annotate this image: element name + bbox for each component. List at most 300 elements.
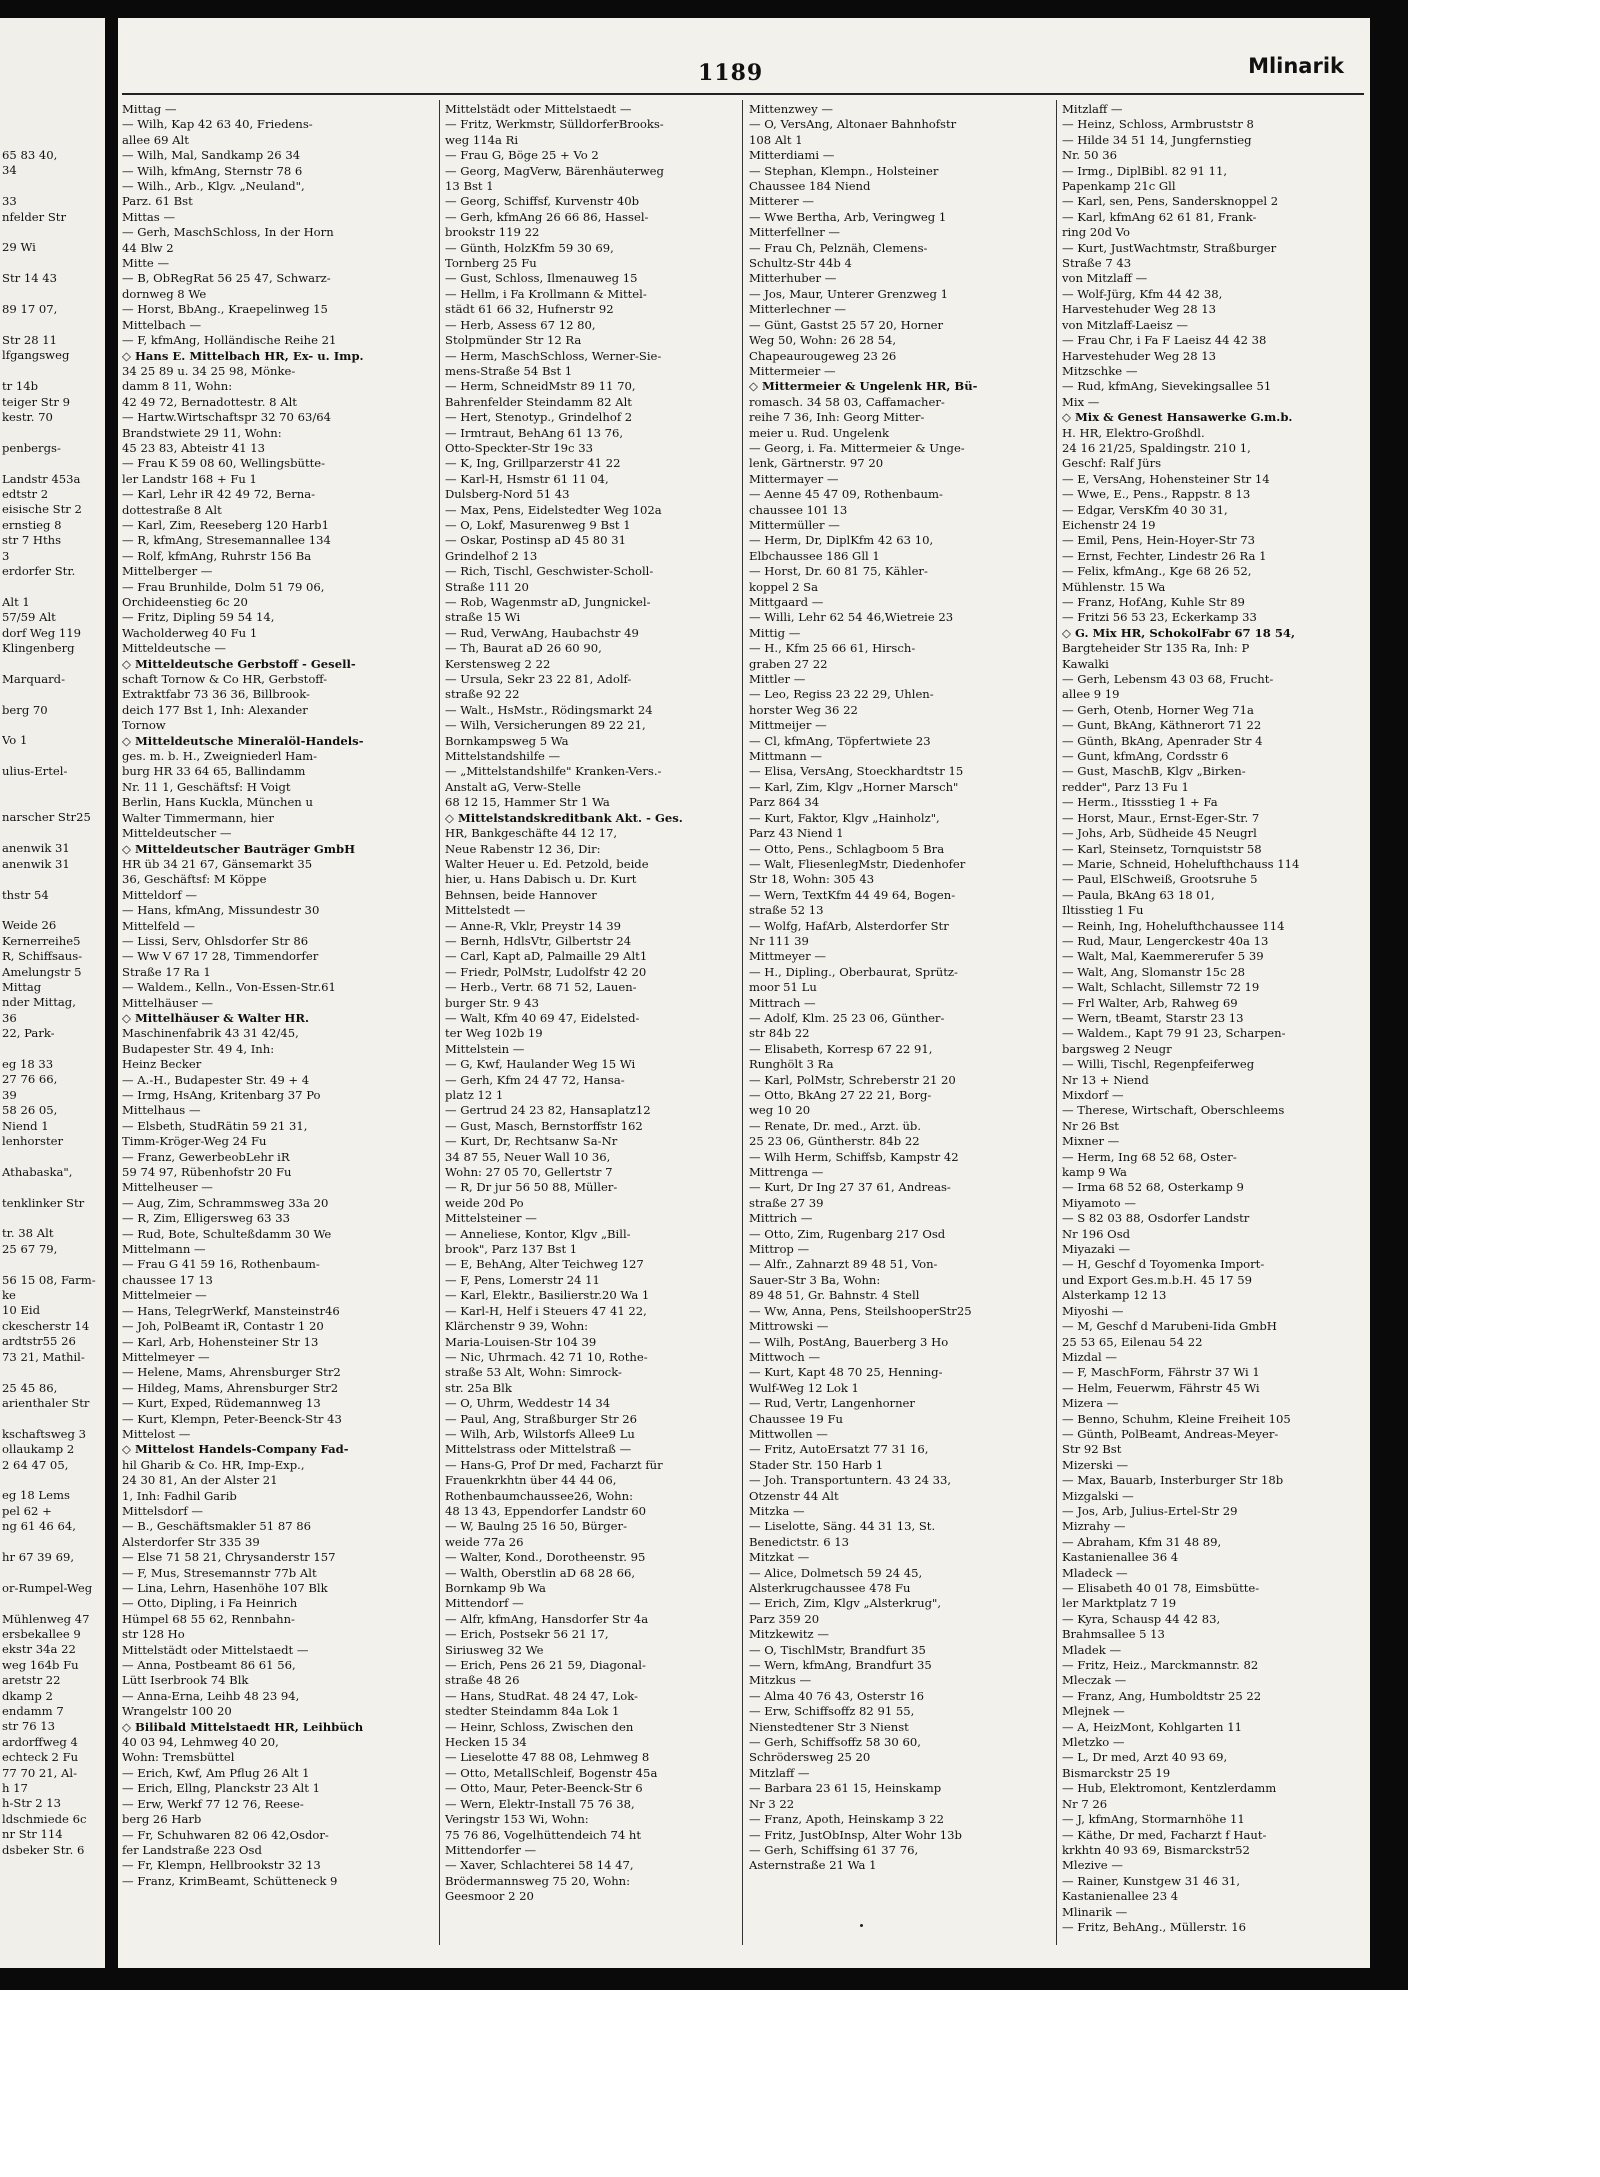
fragment-line: tenklinker Str bbox=[2, 1195, 85, 1210]
column-2 bbox=[445, 102, 737, 1942]
directory-line: 25 53 65, Eilenau 54 22 bbox=[1062, 1334, 1203, 1349]
directory-line: Nr. 11 1, Geschäftsf: H Voigt bbox=[122, 779, 291, 794]
directory-line: Sauer-Str 3 Ba, Wohn: bbox=[749, 1272, 881, 1287]
directory-line: Frauenkrkhtn über 44 44 06, bbox=[445, 1473, 617, 1488]
fragment-line: ldschmiede 6c bbox=[2, 1811, 87, 1826]
directory-line: — Ursula, Sekr 23 22 81, Adolf- bbox=[445, 672, 632, 687]
fragment-line: lenhorster bbox=[2, 1134, 64, 1148]
directory-line: — Helm, Feuerwm, Fährstr 45 Wi bbox=[1062, 1380, 1260, 1395]
directory-line: 44 Blw 2 bbox=[122, 240, 174, 255]
directory-line: horster Weg 36 22 bbox=[749, 702, 858, 717]
directory-line: — Hans, StudRat. 48 24 47, Lok- bbox=[445, 1688, 638, 1703]
directory-line: — Günth, PolBeamt, Andreas-Meyer- bbox=[1062, 1426, 1279, 1441]
directory-line: — O, TischlMstr, Brandfurt 35 bbox=[749, 1642, 926, 1657]
fragment-line: 29 Wi bbox=[2, 240, 36, 255]
directory-line: Hümpel 68 55 62, Rennbahn- bbox=[122, 1611, 295, 1626]
directory-line: — Karl, Arb, Hohensteiner Str 13 bbox=[122, 1334, 319, 1349]
directory-line: — Lissi, Serv, Ohlsdorfer Str 86 bbox=[122, 933, 309, 948]
directory-line: Grindelhof 2 13 bbox=[445, 548, 538, 563]
directory-line: — Kurt, Kapt 48 70 25, Henning- bbox=[749, 1365, 943, 1380]
page-number: 1189 bbox=[698, 60, 764, 86]
directory-line: Schrödersweg 25 20 bbox=[749, 1750, 871, 1765]
directory-line: Extraktfabr 73 36 36, Billbrook- bbox=[122, 687, 310, 702]
directory-line: — Wwe, E., Pens., Rappstr. 8 13 bbox=[1062, 487, 1251, 502]
directory-line: — Kurt, Klempn, Peter-Beenck-Str 43 bbox=[122, 1411, 342, 1426]
directory-line: — Wolf-Jürg, Kfm 44 42 38, bbox=[1062, 286, 1223, 301]
directory-line: Bahrenfelder Steindamm 82 Alt bbox=[445, 394, 632, 409]
fragment-line: ke bbox=[2, 1288, 16, 1303]
directory-line: — Karl-H, Helf i Steuers 47 41 22, bbox=[445, 1303, 647, 1318]
fragment-line bbox=[2, 795, 102, 810]
directory-line: — Gerh, MaschSchloss, In der Horn bbox=[122, 225, 334, 240]
directory-line: Mitzka — bbox=[749, 1503, 805, 1518]
directory-line: straße 53 Alt, Wohn: Simrock- bbox=[445, 1365, 622, 1380]
fragment-line: ollaukamp 2 bbox=[2, 1442, 75, 1457]
fragment-line: eisische Str 2 bbox=[2, 502, 82, 517]
directory-line: Mizgalski — bbox=[1062, 1488, 1134, 1503]
fragment-line bbox=[2, 317, 102, 332]
directory-line: — Wilh, Arb, Wilstorfs Allee9 Lu bbox=[445, 1426, 635, 1441]
directory-line: — Rud, kfmAng, Sievekingsallee 51 bbox=[1062, 379, 1272, 394]
fragment-line bbox=[2, 687, 102, 702]
directory-line: — Hans, TelegrWerkf, Mansteinstr46 bbox=[122, 1303, 340, 1318]
directory-line: — Max, Pens, Eidelstedter Weg 102a bbox=[445, 502, 662, 517]
directory-line: Mitzkat — bbox=[749, 1550, 810, 1565]
directory-line: — Gerh, kfmAng 26 66 86, Hassel- bbox=[445, 209, 649, 224]
directory-line: — Frl Walter, Arb, Rahweg 69 bbox=[1062, 995, 1238, 1010]
directory-line: — Max, Bauarb, Insterburger Str 18b bbox=[1062, 1473, 1284, 1488]
directory-line: — Johs, Arb, Südheide 45 Neugrl bbox=[1062, 826, 1257, 841]
directory-line: — O, Uhrm, Weddestr 14 34 bbox=[445, 1396, 611, 1411]
directory-line: Wohn: 27 05 70, Gellertstr 7 bbox=[445, 1165, 613, 1180]
directory-line: meier u. Rud. Ungelenk bbox=[749, 425, 890, 440]
directory-line: stedter Steindamm 84a Lok 1 bbox=[445, 1704, 620, 1719]
directory-line: Mittler — bbox=[749, 672, 806, 687]
directory-line: — J, kfmAng, Stormarnhöhe 11 bbox=[1062, 1812, 1245, 1827]
fragment-line bbox=[2, 1365, 102, 1380]
directory-line: — R, kfmAng, Stresemannallee 134 bbox=[122, 533, 331, 548]
directory-line: Mittelmeier — bbox=[122, 1288, 207, 1303]
directory-line: — Rud, Vertr, Langenhorner bbox=[749, 1396, 915, 1411]
fragment-line: 34 bbox=[2, 163, 17, 178]
fragment-line: arienthaler Str bbox=[2, 1395, 90, 1410]
directory-line: — Paul, ElSchweiß, Grootsruhe 5 bbox=[1062, 872, 1258, 887]
directory-line: — Wilh, PostAng, Bauerberg 3 Ho bbox=[749, 1334, 949, 1349]
fragment-line bbox=[2, 826, 102, 841]
directory-line: — Karl, PolMstr, Schreberstr 21 20 bbox=[749, 1072, 956, 1087]
directory-line: — Adolf, Klm. 25 23 06, Günther- bbox=[749, 1010, 945, 1025]
directory-line: — Frau G 41 59 16, Rothenbaum- bbox=[122, 1257, 320, 1272]
fragment-line bbox=[2, 364, 102, 379]
directory-line: — Ww, Anna, Pens, SteilshooperStr25 bbox=[749, 1303, 972, 1318]
directory-line: redder", Parz 13 Fu 1 bbox=[1062, 779, 1189, 794]
directory-line: — Fritz, BehAng., Müllerstr. 16 bbox=[1062, 1919, 1247, 1934]
directory-line: Mittrowski — bbox=[749, 1319, 829, 1334]
directory-line: — Wern, kfmAng, Brandfurt 35 bbox=[749, 1658, 932, 1673]
directory-line: burg HR 33 64 65, Ballindamm bbox=[122, 764, 306, 779]
directory-line: — Fritz, AutoErsatzt 77 31 16, bbox=[749, 1442, 929, 1457]
directory-line: — Therese, Wirtschaft, Oberschleems bbox=[1062, 1103, 1285, 1118]
directory-line: Mittermayer — bbox=[749, 471, 839, 486]
directory-line: Mittmeijer — bbox=[749, 718, 827, 733]
fragment-line: Marquard- bbox=[2, 671, 66, 686]
directory-line: — Marie, Schneid, Hohelufthchauss 114 bbox=[1062, 856, 1300, 871]
directory-line: — Frau K 59 08 60, Wellingsbütte- bbox=[122, 456, 326, 471]
directory-line: Klärchenstr 9 39, Wohn: bbox=[445, 1319, 589, 1334]
directory-line: Mittelost — bbox=[122, 1426, 191, 1441]
fragment-line: erdorfer Str. bbox=[2, 563, 76, 578]
directory-line: Timm-Kröger-Weg 24 Fu bbox=[122, 1134, 267, 1149]
directory-line: — Aenne 45 47 09, Rothenbaum- bbox=[749, 487, 943, 502]
directory-line: weide 77a 26 bbox=[445, 1534, 524, 1549]
directory-line: damm 8 11, Wohn: bbox=[122, 379, 233, 394]
fragment-line bbox=[2, 1180, 102, 1195]
directory-line: — Lieselotte 47 88 08, Lehmweg 8 bbox=[445, 1750, 650, 1765]
directory-line: — Otto, Maur, Peter-Beenck-Str 6 bbox=[445, 1781, 643, 1796]
fragment-line: pel 62 + bbox=[2, 1503, 52, 1518]
directory-line: ◇ Mittermeier & Ungelenk HR, Bü- bbox=[749, 379, 978, 394]
fragment-line bbox=[2, 1211, 102, 1226]
directory-line: Mitteldeutscher — bbox=[122, 826, 232, 841]
directory-line: — Anne-R, Vklr, Preystr 14 39 bbox=[445, 918, 621, 933]
directory-line: — Willi, Lehr 62 54 46,Wietreie 23 bbox=[749, 610, 954, 625]
directory-line: — Gunt, kfmAng, Cordsstr 6 bbox=[1062, 749, 1229, 764]
directory-line: Mittwollen — bbox=[749, 1426, 828, 1441]
directory-line: Mittmann — bbox=[749, 749, 823, 764]
fragment-line bbox=[2, 1411, 102, 1426]
directory-line: — Heinz, Schloss, Armbruststr 8 bbox=[1062, 117, 1254, 132]
fragment-line: Mittag bbox=[2, 979, 42, 994]
directory-line: — Kurt, JustWachtmstr, Straßburger bbox=[1062, 240, 1277, 255]
directory-line: 40 03 94, Lehmweg 40 20, bbox=[122, 1735, 279, 1750]
fragment-line: thstr 54 bbox=[2, 887, 49, 902]
directory-line: Mittig — bbox=[749, 625, 801, 640]
directory-line: weide 20d Po bbox=[445, 1195, 524, 1210]
fragment-line bbox=[2, 225, 102, 240]
directory-line: ◇ Mitteldeutsche Mineralöl-Handels- bbox=[122, 733, 364, 748]
fragment-line: 33 bbox=[2, 194, 17, 209]
directory-line: ◇ G. Mix HR, SchokolFabr 67 18 54, bbox=[1062, 625, 1295, 640]
directory-line: — Herb., Vertr. 68 71 52, Lauen- bbox=[445, 980, 637, 995]
fragment-line: teiger Str 9 bbox=[2, 394, 70, 409]
fragment-line: tr. 38 Alt bbox=[2, 1226, 54, 1241]
directory-line: Nr 7 26 bbox=[1062, 1796, 1108, 1811]
directory-line: Mletzko — bbox=[1062, 1735, 1125, 1750]
directory-line: Harvestehuder Weg 28 13 bbox=[1062, 302, 1217, 317]
directory-line: — E, BehAng, Alter Teichweg 127 bbox=[445, 1257, 644, 1272]
directory-line: — Willi, Tischl, Regenpfeiferweg bbox=[1062, 1057, 1255, 1072]
directory-line: von Mitzlaff — bbox=[1062, 271, 1148, 286]
directory-line: — Georg, Schiffsf, Kurvenstr 40b bbox=[445, 194, 640, 209]
directory-line: — Franz, Apoth, Heinskamp 3 22 bbox=[749, 1812, 944, 1827]
directory-line: Runghölt 3 Ra bbox=[749, 1057, 834, 1072]
directory-line: Mittelheuser — bbox=[122, 1180, 213, 1195]
directory-line: — F, Pens, Lomerstr 24 11 bbox=[445, 1272, 600, 1287]
directory-line: Walter Timmermann, hier bbox=[122, 810, 274, 825]
directory-line: 89 48 51, Gr. Bahnstr. 4 Stell bbox=[749, 1288, 920, 1303]
fragment-line: 65 83 40, bbox=[2, 148, 58, 162]
directory-line: Alsterkamp 12 13 bbox=[1062, 1288, 1167, 1303]
fragment-line: h 17 bbox=[2, 1781, 28, 1796]
fragment-line: 22, Park- bbox=[2, 1026, 55, 1041]
directory-line: — Erich, Kwf, Am Pflug 26 Alt 1 bbox=[122, 1765, 310, 1780]
directory-line: Dulsberg-Nord 51 43 bbox=[445, 487, 570, 502]
directory-line: Tornberg 25 Fu bbox=[445, 256, 537, 271]
directory-line: — Erw, Schiffsoffz 82 91 55, bbox=[749, 1704, 915, 1719]
directory-line: — Walt, Ang, Slomanstr 15c 28 bbox=[1062, 964, 1245, 979]
fragment-line: dorf Weg 119 bbox=[2, 625, 81, 640]
directory-line: — Frau Ch, Pelznäh, Clemens- bbox=[749, 240, 928, 255]
directory-line: — Xaver, Schlachterei 58 14 47, bbox=[445, 1858, 634, 1873]
directory-line: graben 27 22 bbox=[749, 656, 828, 671]
directory-line: — Erich, Ellng, Planckstr 23 Alt 1 bbox=[122, 1781, 320, 1796]
directory-line: Chapeaurougeweg 23 26 bbox=[749, 348, 897, 363]
directory-line: Parz 864 34 bbox=[749, 795, 820, 810]
directory-line: — M, Geschf d Marubeni-Iida GmbH bbox=[1062, 1319, 1277, 1334]
fragment-line: Str 28 11 bbox=[2, 332, 58, 347]
directory-line: Otzenstr 44 Alt bbox=[749, 1488, 839, 1503]
directory-line: platz 12 1 bbox=[445, 1088, 504, 1102]
directory-line: ◇ Mix & Genest Hansawerke G.m.b. bbox=[1062, 410, 1293, 425]
directory-line: Brandstwiete 29 11, Wohn: bbox=[122, 425, 282, 440]
fragment-line bbox=[2, 1257, 102, 1272]
directory-line: Stolpmünder Str 12 Ra bbox=[445, 333, 582, 348]
directory-line: — L, Dr med, Arzt 40 93 69, bbox=[1062, 1750, 1228, 1765]
directory-line: Str 18, Wohn: 305 43 bbox=[749, 872, 875, 887]
fragment-line: 2 64 47 05, bbox=[2, 1457, 69, 1472]
directory-line: — Gerh, Otenb, Horner Weg 71a bbox=[1062, 702, 1254, 717]
directory-line: — G, Kwf, Haulander Weg 15 Wi bbox=[445, 1057, 636, 1072]
directory-line: — Hans, kfmAng, Missundestr 30 bbox=[122, 903, 320, 918]
directory-line: — Alice, Dolmetsch 59 24 45, bbox=[749, 1565, 923, 1580]
directory-line: Mittrich — bbox=[749, 1211, 813, 1226]
fragment-line: narscher Str25 bbox=[2, 810, 91, 825]
directory-line: — Hans-G, Prof Dr med, Facharzt für bbox=[445, 1457, 663, 1472]
directory-line: Bismarckstr 25 19 bbox=[1062, 1765, 1171, 1780]
directory-line: Mittgaard — bbox=[749, 595, 824, 609]
directory-line: — Otto, Zim, Rugenbarg 217 Osd bbox=[749, 1226, 946, 1241]
directory-line: bargsweg 2 Neugr bbox=[1062, 1041, 1172, 1056]
fragment-line: str 7 Hths bbox=[2, 533, 62, 548]
directory-line: — Rainer, Kunstgew 31 46 31, bbox=[1062, 1873, 1241, 1888]
directory-line: Mitteldeutsche — bbox=[122, 641, 226, 656]
directory-line: — Walter, Kond., Dorotheenstr. 95 bbox=[445, 1550, 646, 1565]
previous-page-column bbox=[2, 148, 102, 1858]
directory-line: Tornow bbox=[122, 718, 166, 733]
directory-line: Mittendorf — bbox=[445, 1596, 524, 1611]
directory-line: — Günt, Gastst 25 57 20, Horner bbox=[749, 317, 944, 332]
fragment-line: Weide 26 bbox=[2, 918, 57, 933]
directory-line: — Barbara 23 61 15, Heinskamp bbox=[749, 1781, 942, 1796]
directory-line: Wohn: Tremsbüttel bbox=[122, 1750, 235, 1765]
fragment-line bbox=[2, 456, 102, 471]
directory-line: Mizerski — bbox=[1062, 1457, 1129, 1472]
directory-line: — Alma 40 76 43, Osterstr 16 bbox=[749, 1688, 925, 1703]
directory-line: ◇ Bilibald Mittelstaedt HR, Leihbüch bbox=[122, 1719, 364, 1734]
directory-line: Weg 50, Wohn: 26 28 54, bbox=[749, 333, 897, 348]
directory-line: — Waldem., Kelln., Von-Essen-Str.61 bbox=[122, 980, 336, 995]
fragment-line: 27 76 66, bbox=[2, 1072, 58, 1087]
directory-line: — Joh. Transportuntern. 43 24 33, bbox=[749, 1473, 952, 1488]
directory-line: Kastanienallee 23 4 bbox=[1062, 1889, 1179, 1904]
directory-line: Mitteldorf — bbox=[122, 887, 197, 902]
directory-line: — F, MaschForm, Fährstr 37 Wi 1 bbox=[1062, 1365, 1260, 1380]
directory-line: — F, Mus, Stresemannstr 77b Alt bbox=[122, 1565, 317, 1580]
column-4 bbox=[1062, 102, 1364, 1942]
directory-line: — Herb, Assess 67 12 80, bbox=[445, 317, 596, 332]
directory-line: — R, Dr jur 56 50 88, Müller- bbox=[445, 1180, 618, 1195]
directory-line: berg 26 Harb bbox=[122, 1812, 202, 1827]
directory-line: 59 74 97, Rübenhofstr 20 Fu bbox=[122, 1165, 292, 1180]
directory-line: Hecken 15 34 bbox=[445, 1735, 527, 1750]
directory-line: Geschf: Ralf Jürs bbox=[1062, 456, 1162, 471]
column-1 bbox=[122, 102, 434, 1942]
directory-line: mens-Straße 54 Bst 1 bbox=[445, 363, 573, 378]
fragment-line: 57/59 Alt bbox=[2, 610, 56, 625]
fragment-line: Landstr 453a bbox=[2, 471, 81, 486]
directory-line: — H, Geschf d Toyomenka Import- bbox=[1062, 1257, 1265, 1272]
directory-line: str 84b 22 bbox=[749, 1026, 810, 1041]
directory-line: — S 82 03 88, Osdorfer Landstr bbox=[1062, 1211, 1250, 1226]
directory-line: Mittelsdorf — bbox=[122, 1503, 203, 1518]
directory-line: Mittelstädt oder Mittelstaedt — bbox=[122, 1642, 309, 1657]
directory-line: Harvestehuder Weg 28 13 bbox=[1062, 348, 1217, 363]
directory-line: Anstalt aG, Verw-Stelle bbox=[445, 779, 581, 794]
directory-line: Nr 13 + Niend bbox=[1062, 1072, 1149, 1087]
directory-line: — Friedr, PolMstr, Ludolfstr 42 20 bbox=[445, 964, 647, 979]
directory-line: 34 87 55, Neuer Wall 10 36, bbox=[445, 1149, 611, 1164]
directory-line: Mittmeyer — bbox=[749, 949, 826, 964]
directory-line: — Karl, sen, Pens, Sandersknoppel 2 bbox=[1062, 194, 1279, 209]
directory-line: Mittwoch — bbox=[749, 1349, 821, 1364]
directory-line: Mlezive — bbox=[1062, 1858, 1123, 1873]
directory-line: — Erich, Zim, Klgv „Alsterkrug", bbox=[749, 1596, 942, 1611]
directory-line: 108 Alt 1 bbox=[749, 132, 803, 147]
directory-line: Mizera — bbox=[1062, 1396, 1119, 1411]
directory-line: — Kurt, Dr, Rechtsanw Sa-Nr bbox=[445, 1134, 618, 1149]
directory-line: — Alfr, kfmAng, Hansdorfer Str 4a bbox=[445, 1611, 649, 1626]
directory-line: lenk, Gärtnerstr. 97 20 bbox=[749, 456, 884, 471]
fragment-line bbox=[2, 287, 102, 302]
fragment-line: Alt 1 bbox=[2, 594, 30, 609]
directory-line: — Horst, Maur., Ernst-Eger-Str. 7 bbox=[1062, 810, 1260, 825]
fragment-line: anenwik 31 bbox=[2, 841, 70, 856]
fragment-line: weg 164b Fu bbox=[2, 1657, 79, 1672]
directory-line: Neue Rabenstr 12 36, Dir: bbox=[445, 841, 601, 856]
directory-line: städt 61 66 32, Hufnerstr 92 bbox=[445, 302, 614, 317]
directory-line: kamp 9 Wa bbox=[1062, 1165, 1127, 1180]
directory-line: reihe 7 36, Inh: Georg Mitter- bbox=[749, 410, 925, 425]
directory-line: — Wilh, Mal, Sandkamp 26 34 bbox=[122, 148, 301, 163]
directory-line: — Herm, Ing 68 52 68, Oster- bbox=[1062, 1149, 1237, 1164]
directory-line: Mittermüller — bbox=[749, 517, 840, 532]
directory-line: — Rud, Maur, Lengerckestr 40a 13 bbox=[1062, 933, 1269, 948]
fragment-line bbox=[2, 903, 102, 918]
directory-line: 24 16 21/25, Spaldingstr. 210 1, bbox=[1062, 440, 1251, 455]
directory-line: — Emil, Pens, Hein-Hoyer-Str 73 bbox=[1062, 533, 1256, 548]
directory-line: Bargteheider Str 135 Ra, Inh: P bbox=[1062, 641, 1250, 656]
directory-line: Mittelstrass oder Mittelstraß — bbox=[445, 1442, 632, 1457]
directory-line: — Fritz, Dipling 59 54 14, bbox=[122, 610, 275, 625]
directory-line: ler Marktplatz 7 19 bbox=[1062, 1596, 1177, 1611]
directory-line: — Irmg, HsAng, Kritenbarg 37 Po bbox=[122, 1088, 321, 1102]
directory-line: von Mitzlaff-Laeisz — bbox=[1062, 317, 1188, 332]
directory-line: Rothenbaumchaussee26, Wohn: bbox=[445, 1488, 633, 1503]
directory-line: Mlejnek — bbox=[1062, 1704, 1125, 1719]
fragment-line: ernstieg 8 bbox=[2, 517, 62, 532]
directory-line: ter Weg 102b 19 bbox=[445, 1026, 543, 1041]
directory-line: — Wilh., Arb., Klgv. „Neuland", bbox=[122, 179, 305, 194]
directory-line: ◇ Mittelhäuser & Walter HR. bbox=[122, 1010, 310, 1025]
fragment-line: 25 67 79, bbox=[2, 1241, 58, 1256]
directory-line: Bornkampsweg 5 Wa bbox=[445, 733, 569, 748]
directory-line: — Oskar, Postinsp aD 45 80 31 bbox=[445, 533, 626, 548]
directory-line: — Erich, Postsekr 56 21 17, bbox=[445, 1627, 609, 1642]
directory-line: Mixner — bbox=[1062, 1134, 1120, 1149]
directory-line: ◇ Mitteldeutscher Bauträger GmbH bbox=[122, 841, 356, 856]
directory-line: und Export Ges.m.b.H. 45 17 59 bbox=[1062, 1272, 1252, 1287]
directory-line: chaussee 101 13 bbox=[749, 502, 848, 517]
fragment-line: ardorffweg 4 bbox=[2, 1734, 78, 1749]
directory-line: — Joh, PolBeamt iR, Contastr 1 20 bbox=[122, 1319, 324, 1334]
fragment-line: 3 bbox=[2, 548, 10, 563]
directory-line: Stader Str. 150 Harb 1 bbox=[749, 1457, 884, 1472]
directory-line: — Else 71 58 21, Chrysanderstr 157 bbox=[122, 1550, 336, 1565]
directory-line: — Jos, Arb, Julius-Ertel-Str 29 bbox=[1062, 1503, 1238, 1518]
directory-line: — Walt, Schlacht, Sillemstr 72 19 bbox=[1062, 980, 1260, 995]
fragment-line bbox=[2, 256, 102, 271]
directory-line: Straße 111 20 bbox=[445, 579, 529, 594]
fragment-line bbox=[2, 780, 102, 795]
directory-line: ges. m. b. H., Zweigniederl Ham- bbox=[122, 749, 318, 764]
directory-line: Orchideenstieg 6c 20 bbox=[122, 595, 248, 609]
directory-line: romasch. 34 58 03, Caffamacher- bbox=[749, 394, 945, 409]
directory-line: Asternstraße 21 Wa 1 bbox=[749, 1858, 877, 1873]
directory-line: — Erich, Pens 26 21 59, Diagonal- bbox=[445, 1658, 646, 1673]
directory-line: Berlin, Hans Kuckla, München u bbox=[122, 795, 313, 810]
directory-line: — Hilde 34 51 14, Jungfernstieg bbox=[1062, 132, 1252, 147]
fragment-line: 25 45 86, bbox=[2, 1380, 58, 1395]
fragment-line: eg 18 Lems bbox=[2, 1488, 70, 1503]
directory-line: — Erw, Werkf 77 12 76, Reese- bbox=[122, 1796, 304, 1811]
directory-line: — Fr, Schuhwaren 82 06 42,Osdor- bbox=[122, 1827, 329, 1842]
directory-line: Mleczak — bbox=[1062, 1673, 1127, 1688]
directory-line: — Gunt, BkAng, Käthnerort 71 22 bbox=[1062, 718, 1262, 733]
directory-line: — Gerh, Schiffsoffz 58 30 60, bbox=[749, 1735, 921, 1750]
fragment-line: ersbekallee 9 bbox=[2, 1627, 81, 1641]
fragment-line: nder Mittag, bbox=[2, 995, 76, 1010]
fragment-line: Str 14 43 bbox=[2, 271, 58, 286]
directory-line: — Paul, Ang, Straßburger Str 26 bbox=[445, 1411, 637, 1426]
column-divider bbox=[742, 100, 743, 1945]
directory-line: Veringstr 153 Wi, Wohn: bbox=[445, 1812, 589, 1827]
directory-line: Mittelhäuser — bbox=[122, 995, 213, 1010]
directory-line: — Franz, HofAng, Kuhle Str 89 bbox=[1062, 595, 1245, 609]
directory-line: Maria-Louisen-Str 104 39 bbox=[445, 1334, 597, 1349]
directory-line: — Hildeg, Mams, Ahrensburger Str2 bbox=[122, 1380, 339, 1395]
fragment-line bbox=[2, 1565, 102, 1580]
directory-line: Kastanienallee 36 4 bbox=[1062, 1550, 1179, 1565]
directory-line: — Karl, Zim, Reeseberg 120 Harb1 bbox=[122, 517, 329, 532]
directory-line: Schultz-Str 44b 4 bbox=[749, 256, 852, 271]
directory-line: Chaussee 184 Niend bbox=[749, 179, 871, 194]
directory-line: Nienstedtener Str 3 Nienst bbox=[749, 1719, 909, 1734]
fragment-line: 89 17 07, bbox=[2, 302, 58, 317]
directory-line: Wrangelstr 100 20 bbox=[122, 1704, 232, 1719]
directory-line: Nr 196 Osd bbox=[1062, 1226, 1131, 1241]
directory-line: Walter Heuer u. Ed. Petzold, beide bbox=[445, 856, 649, 871]
directory-line: Mitterfellner — bbox=[749, 225, 841, 240]
